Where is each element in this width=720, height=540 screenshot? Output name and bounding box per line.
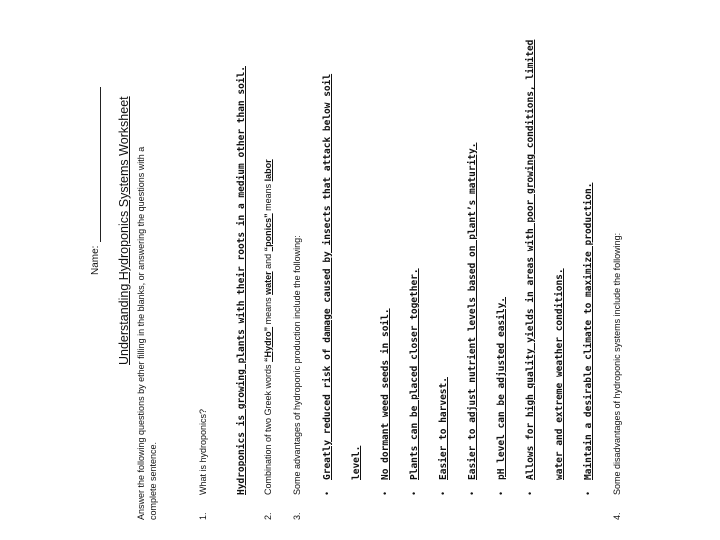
question-1-number: 1.: [198, 512, 208, 520]
question-1-text: What is hydroponics?: [198, 408, 208, 495]
worksheet-title: Understanding Hydroponics Systems Worksheet: [117, 96, 131, 365]
question-2-text-b: means: [263, 294, 273, 327]
advantage-item-continued: water and extreme weather conditions.: [554, 268, 565, 480]
bullet-icon: •: [409, 491, 419, 495]
advantage-item-continued: level.: [351, 445, 362, 480]
question-3-text: Some advantages of hydroponic production include the following:: [292, 235, 302, 495]
question-3-number: 3.: [292, 512, 302, 520]
advantage-item: pH level can be adjusted easily.: [496, 296, 507, 480]
advantage-item: Maintain a desirable climate to maximize production.: [583, 182, 594, 480]
question-1-answer: Hydroponics is growing plants with their roots in a medium other than soil.: [236, 66, 247, 495]
greek-word-ponics: “ponics”: [263, 213, 273, 252]
name-blank-line: [90, 87, 101, 242]
bullet-icon: •: [438, 491, 448, 495]
bullet-icon: •: [525, 491, 535, 495]
name-label: Name:: [90, 245, 101, 275]
question-2-text-d: means: [263, 181, 273, 214]
question-2-text-a: Combination of two Greek words: [263, 361, 273, 495]
question-4-number: 4.: [612, 512, 622, 520]
greek-word-hydro: “Hydro”: [263, 326, 273, 362]
advantage-item: Easier to adjust nutrient levels based on plant’s maturity.: [467, 142, 478, 480]
bullet-icon: •: [467, 491, 477, 495]
question-4-text: Some disadvantages of hydroponic systems include the following:: [612, 232, 622, 495]
question-2-text: [263, 159, 273, 495]
bullet-icon: •: [322, 491, 332, 495]
instructions: Answer the following questions by ether filling in the blanks, or answering the questions with a complete sentence.: [136, 146, 158, 520]
question-2-text-c: and: [263, 251, 273, 272]
advantage-item: Easier to harvest.: [438, 377, 449, 480]
bullet-icon: •: [583, 491, 593, 495]
advantage-item: Plants can be placed closer together.: [409, 268, 420, 480]
bullet-icon: •: [496, 491, 506, 495]
name-field[interactable]: [90, 87, 101, 275]
question-2-number: 2.: [263, 512, 273, 520]
fill-blank-water: water: [263, 271, 273, 295]
advantage-item: No dormant weed seeds in soil.: [380, 308, 391, 480]
fill-blank-labor: labor: [263, 159, 273, 182]
bullet-icon: •: [380, 491, 390, 495]
advantage-item: Allows for high quality yields in areas with poor growing conditions, limited: [525, 39, 536, 480]
advantage-item: Greatly reduced risk of damage caused by insects that attack below soil: [322, 73, 333, 480]
